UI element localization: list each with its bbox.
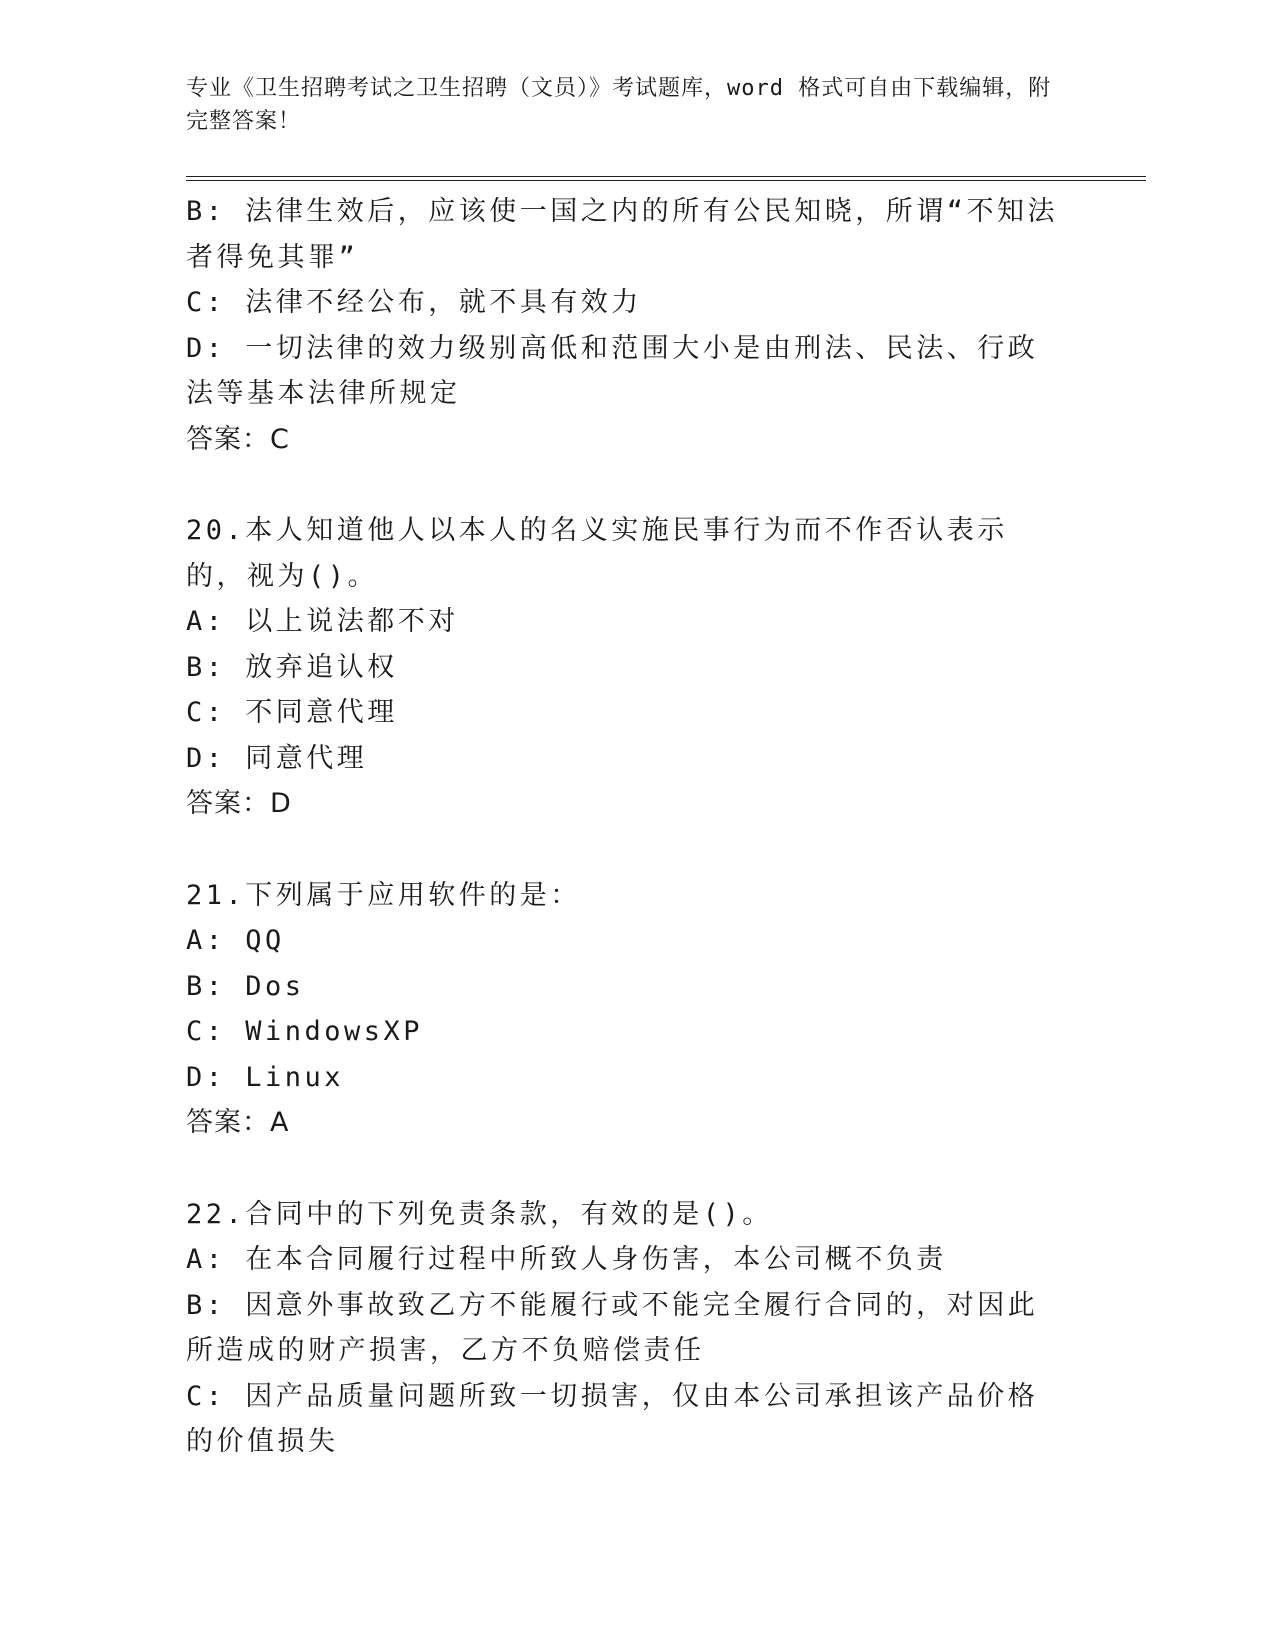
option-a: A: 以上说法都不对 [186, 606, 459, 637]
question-text: 22.合同中的下列免责条款，有效的是()。 [186, 1198, 773, 1230]
option-c: C: WindowsXP [186, 1016, 424, 1047]
option-c: C: 法律不经公布，就不具有效力 [186, 287, 642, 318]
option-c: C: 不同意代理 [186, 697, 398, 728]
question-text: 20.本人知道他人以本人的名义实施民事行为而不作否认表示的，视为()。 [186, 515, 1008, 592]
option-a: A: 在本合同履行过程中所致人身伤害，本公司概不负责 [186, 1244, 947, 1275]
question-list [186, 189, 1066, 1465]
question-22 [186, 1192, 1066, 1465]
option-d: D: 同意代理 [186, 742, 368, 774]
option-d: D: 一切法律的效力级别高低和范围大小是由刑法、民法、行政法等基本法律所规定 [186, 332, 1039, 409]
document-header: 专业《卫生招聘考试之卫生招聘（文员）》考试题库，word 格式可自由下载编辑，附完整答案！ [186, 76, 1052, 134]
spacer [186, 1146, 1066, 1192]
answer: 答案：A [186, 1107, 290, 1138]
question-19 [186, 189, 1066, 462]
spacer [186, 827, 1066, 873]
question-text: 21.下列属于应用软件的是： [186, 879, 581, 911]
option-c: C: 因产品质量问题所致一切损害，仅由本公司承担该产品价格的价值损失 [186, 1380, 1039, 1457]
spacer [186, 462, 1066, 508]
question-20 [186, 508, 1066, 827]
header-divider [186, 176, 1146, 181]
option-a: A: QQ [186, 925, 285, 956]
answer: 答案：C [186, 423, 290, 455]
option-b: B: Dos [186, 970, 305, 1002]
option-b: B: 放弃追认权 [186, 651, 398, 683]
answer: 答案：D [186, 788, 292, 819]
option-b: B: 法律生效后，应该使一国之内的所有公民知晓，所谓“不知法者得免其罪” [186, 196, 1059, 273]
option-d: D: Linux [186, 1061, 345, 1093]
option-b: B: 因意外事故致乙方不能履行或不能完全履行合同的，对因此所造成的财产损害，乙方不负赔偿责任 [186, 1289, 1039, 1366]
question-21 [186, 873, 1066, 1146]
